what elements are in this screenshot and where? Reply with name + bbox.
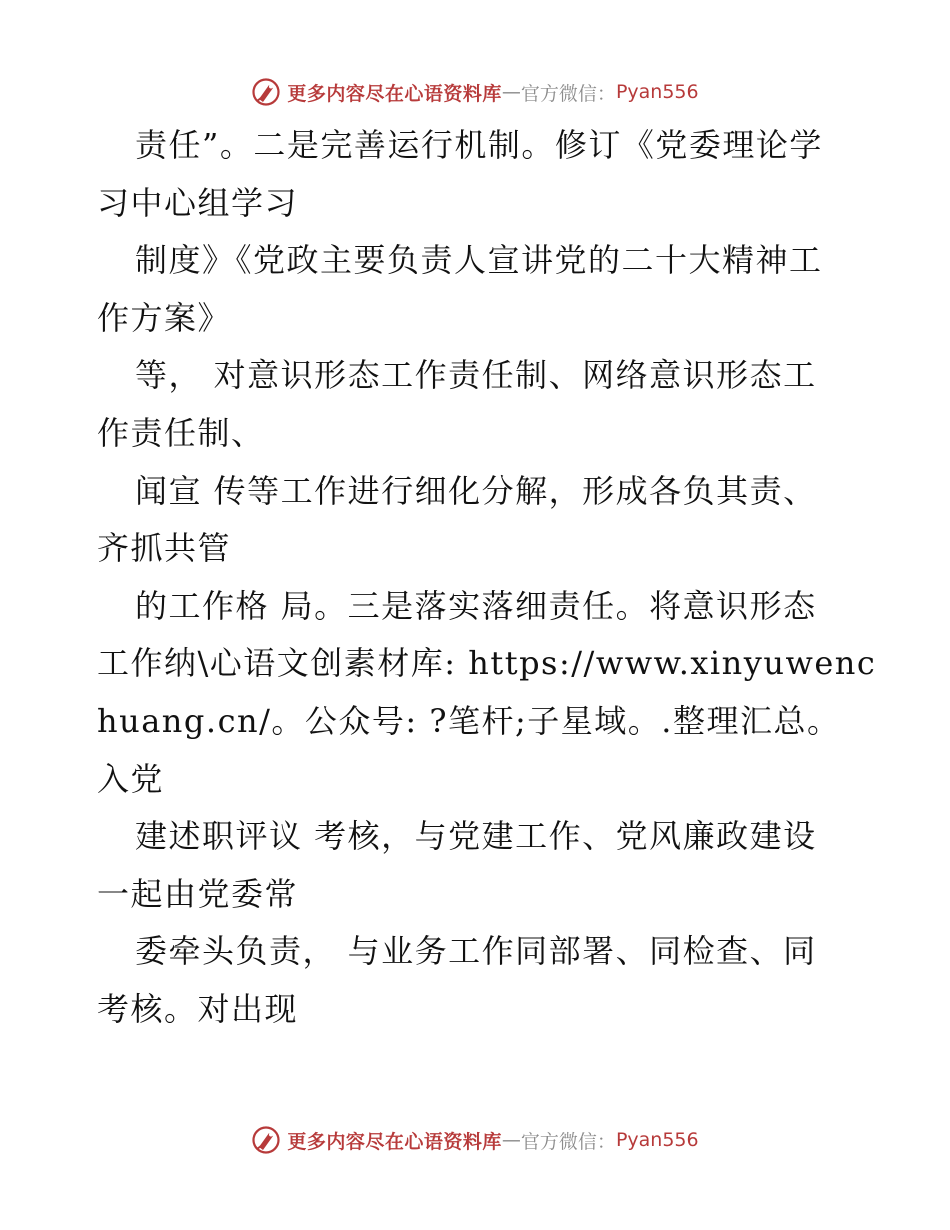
banner-separator: — (501, 81, 521, 103)
text-line: 考核。对出现 (97, 989, 299, 1028)
text-line: 建述职评议 考核，与党建工作、党风廉政建设 (135, 817, 817, 856)
text-line: 作方案》 (97, 298, 232, 337)
text-line: 的工作格 局。三是落实落细责任。将意识形态 (135, 586, 817, 625)
text-line: 等， 对意识形态工作责任制、网络意识形态工 (135, 356, 817, 395)
text-line: 作责任制、 (97, 413, 265, 452)
banner-wechat-id: Pyan556 (615, 81, 699, 103)
document-body (97, 117, 877, 1039)
text-line: 习中心组学习 (97, 183, 299, 222)
text-line: 齐抓共管 (97, 529, 232, 568)
text-line: 入党 (97, 759, 165, 798)
text-line: 委牵头负责， 与业务工作同部署、同检查、同 (135, 932, 817, 971)
banner-text: 更多内容尽在心语资料库 (287, 82, 502, 105)
banner-wechat-label: 官方微信： (520, 82, 616, 105)
text-line: 制度》《党政主要负责人宣讲党的二十大精神工 (135, 241, 823, 280)
text-line: 工作纳\心语文创素材库: https://www.xinyuwenc (97, 644, 877, 683)
pen-nib-logo-icon (251, 1125, 281, 1155)
banner-wechat-id: Pyan556 (615, 1129, 699, 1151)
footer-banner (0, 1120, 950, 1160)
text-line: 一起由党委常 (97, 874, 299, 913)
text-line: 闻宣 传等工作进行细化分解，形成各负其责、 (135, 471, 817, 510)
banner-separator: — (501, 1129, 521, 1151)
text-line: 责任”。二是完善运行机制。修订《党委理论学 (135, 126, 823, 164)
banner-text: 更多内容尽在心语资料库 (287, 1130, 502, 1153)
header-banner (0, 72, 950, 112)
pen-nib-logo-icon (251, 77, 281, 107)
banner-wechat-label: 官方微信： (520, 1130, 616, 1153)
text-line: huang.cn/。公众号: ?笔杆;子星域。.整理汇总。 (97, 701, 841, 740)
